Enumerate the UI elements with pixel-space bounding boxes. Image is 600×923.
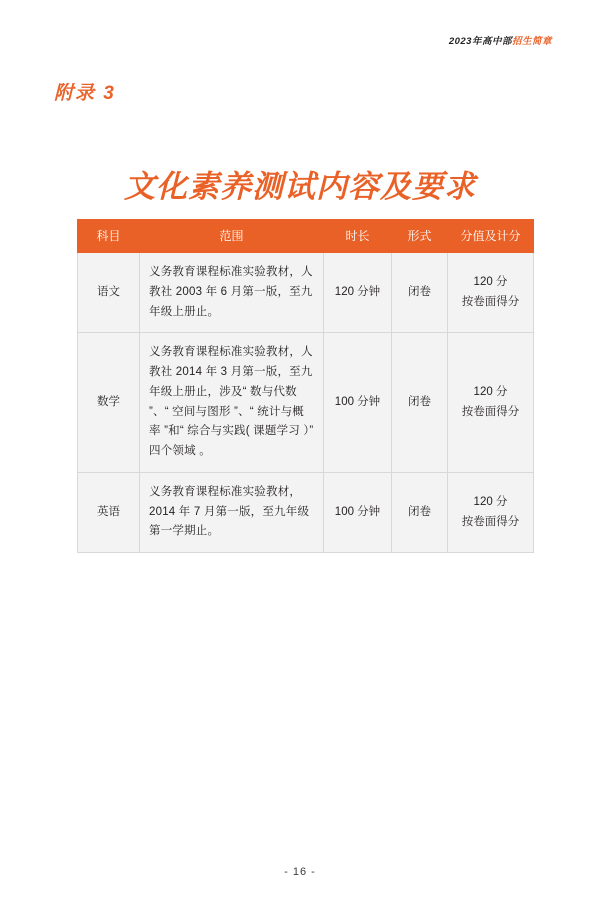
cell-form: 闭卷 <box>392 472 448 552</box>
cell-duration: 100 分钟 <box>324 333 392 473</box>
cell-subject: 数学 <box>78 333 140 473</box>
cell-scope: 义务教育课程标准实验教材，人教社 2014 年 3 月第一版，至九年级上册止，涉及“ 数与代数 ”、“ 空间与图形 ”、“ 统计与概率 ”和“ 综合与实践( 课题学习 ）” 四个领域 。 <box>140 333 324 473</box>
cell-scope: 义务教育课程标准实验教材，2014 年 7 月第一版，至九年级第一学期止。 <box>140 472 324 552</box>
cell-duration: 100 分钟 <box>324 472 392 552</box>
cell-score <box>448 333 534 473</box>
table-row <box>78 253 534 333</box>
cell-score <box>448 253 534 333</box>
page-title: 文化素养测试内容及要求 <box>124 168 476 204</box>
table-row <box>78 472 534 552</box>
test-content-table <box>77 219 534 553</box>
table-row <box>78 333 534 473</box>
page-number: - 16 - <box>284 866 316 878</box>
column-header-form: 形式 <box>392 220 448 253</box>
cell-score-value: 120 分 <box>473 275 508 288</box>
cell-subject: 英语 <box>78 472 140 552</box>
running-header <box>449 33 552 47</box>
table-header <box>78 220 534 253</box>
test-content-table-wrapper <box>77 219 533 553</box>
cell-form: 闭卷 <box>392 333 448 473</box>
cell-score-note: 按卷面得分 <box>461 295 520 308</box>
table-header-row <box>78 220 534 253</box>
running-header-middle: 年高中部 <box>471 36 512 47</box>
running-header-accent: 招生简章 <box>511 36 552 47</box>
cell-duration: 120 分钟 <box>324 253 392 333</box>
cell-subject: 语文 <box>78 253 140 333</box>
column-header-scope: 范围 <box>140 220 324 253</box>
column-header-duration: 时长 <box>324 220 392 253</box>
cell-score-value: 120 分 <box>473 385 508 398</box>
table-body <box>78 253 534 553</box>
column-header-score: 分值及计分 <box>448 220 534 253</box>
appendix-label: 附录 3 <box>54 83 116 104</box>
cell-score-note: 按卷面得分 <box>461 405 520 418</box>
cell-form: 闭卷 <box>392 253 448 333</box>
running-header-year: 2023 <box>448 36 472 47</box>
cell-scope: 义务教育课程标准实验教材，人教社 2003 年 6 月第一版，至九年级上册止。 <box>140 253 324 333</box>
cell-score-note: 按卷面得分 <box>461 515 520 528</box>
cell-score <box>448 472 534 552</box>
column-header-subject: 科目 <box>78 220 140 253</box>
cell-score-value: 120 分 <box>473 495 508 508</box>
